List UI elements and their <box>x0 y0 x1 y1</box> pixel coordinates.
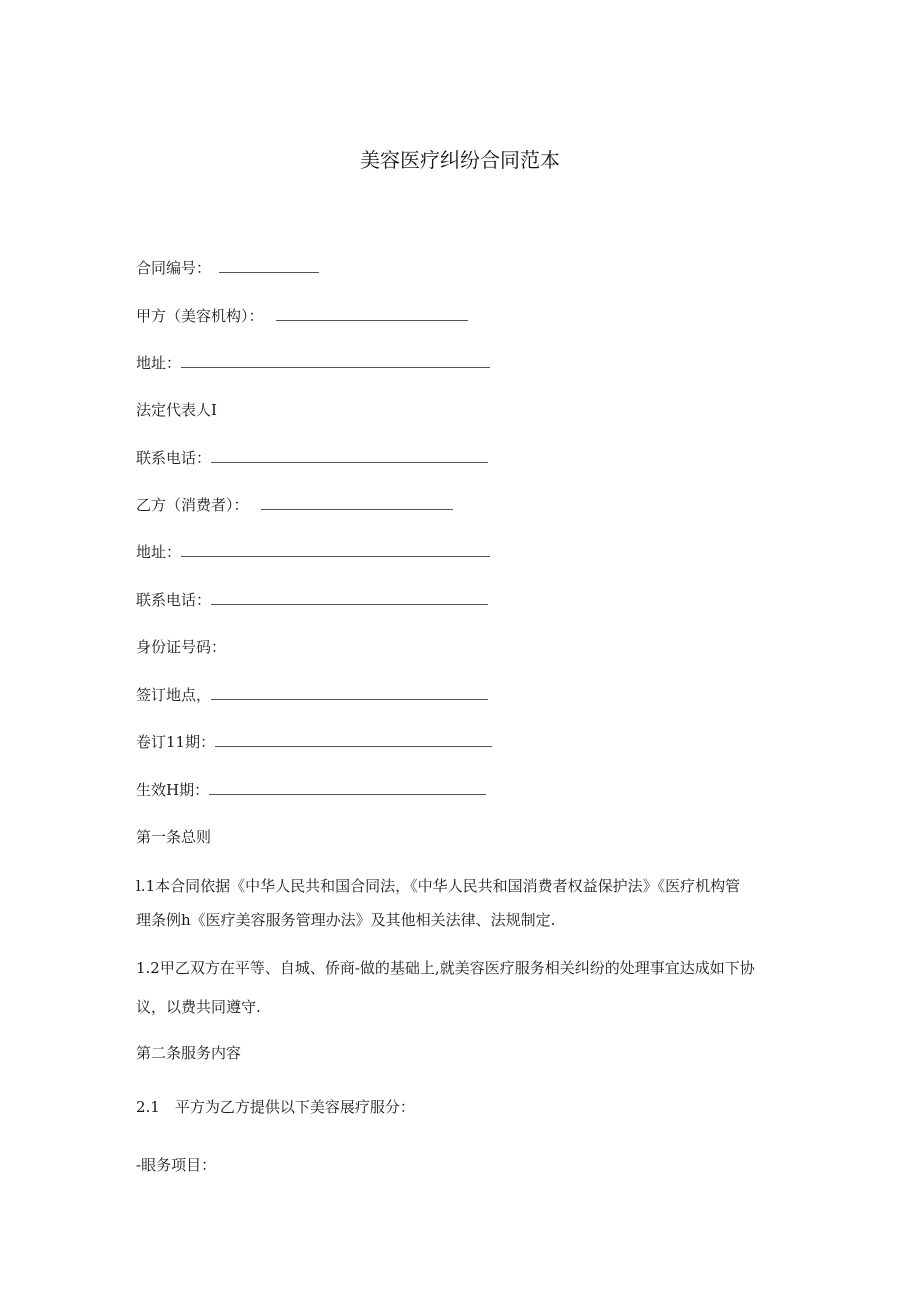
article1-p2-line1: 1.2甲乙双方在平等、自城、侨商-做的基础上,就美容医疗服务相关纠纷的处理事宜达成如下协 <box>136 959 755 977</box>
phone-b-blank[interactable] <box>211 590 488 605</box>
article1-p1-line1: l.1本合同依据《中华人民共和国合同法，《中华人民共和国消费者权益保护法》《医疗机构管 <box>136 877 741 895</box>
contract-no-field <box>136 258 319 278</box>
legal-rep-field <box>136 400 217 420</box>
sign-date-field <box>136 732 492 752</box>
contract-no-blank[interactable] <box>219 258 319 273</box>
sign-date-label: 卷订11期： <box>136 733 216 751</box>
phone-a-label: 联系电话： <box>136 449 212 467</box>
effective-date-field <box>136 780 486 800</box>
party-a-field <box>136 306 468 326</box>
legal-rep-label: 法定代表人I <box>136 401 217 419</box>
sign-place-field <box>136 685 488 705</box>
phone-b-field <box>136 590 488 610</box>
article1-heading: 第一条总则 <box>136 828 212 846</box>
document-title: 美容医疗纠纷合同范本 <box>360 148 560 172</box>
article2-heading: 第二条服务内容 <box>136 1044 242 1062</box>
effective-date-label: 生效H期： <box>136 781 210 799</box>
phone-b-label: 联系电话： <box>136 591 212 609</box>
address-b-label: 地址： <box>136 543 182 561</box>
article2-p1: 2.1 平方为乙方提供以下美容展疗服分： <box>136 1098 415 1116</box>
address-a-label: 地址： <box>136 354 182 372</box>
phone-a-blank[interactable] <box>211 448 488 463</box>
article1-p1-line2: 理条例h《医疗美容服务管理办法》及其他相关法律、法规制定. <box>136 911 556 929</box>
address-a-field <box>136 353 490 373</box>
effective-date-blank[interactable] <box>209 780 486 795</box>
sign-date-blank[interactable] <box>215 732 492 747</box>
party-a-label: 甲方（美容机构）： <box>136 307 264 325</box>
phone-a-field <box>136 448 488 468</box>
id-no-label: 身份证号码： <box>136 638 227 656</box>
party-b-label: 乙方（消费者）： <box>136 496 249 514</box>
party-b-field <box>136 495 453 515</box>
sign-place-label: 签订地点， <box>136 686 212 704</box>
article2-item: -眼务项目： <box>136 1156 217 1174</box>
address-b-field <box>136 542 490 562</box>
sign-place-blank[interactable] <box>211 685 488 700</box>
id-no-field <box>136 637 226 657</box>
article1-p2-line2: 议，以费共同遵守. <box>136 998 261 1016</box>
address-b-blank[interactable] <box>181 542 490 557</box>
contract-no-label: 合同编号： <box>136 259 212 277</box>
address-a-blank[interactable] <box>181 353 490 368</box>
party-b-blank[interactable] <box>261 495 453 510</box>
party-a-blank[interactable] <box>276 306 468 321</box>
